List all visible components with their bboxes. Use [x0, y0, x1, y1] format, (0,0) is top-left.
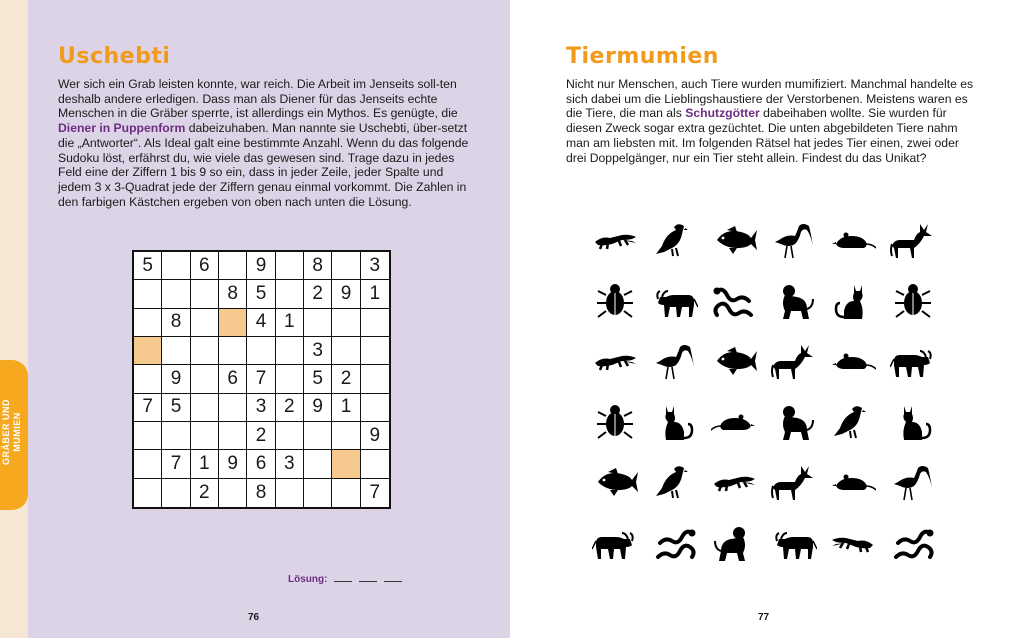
snake-icon[interactable] [652, 521, 698, 563]
book-edge [0, 0, 28, 638]
sudoku-cell[interactable] [276, 252, 304, 280]
sudoku-cell[interactable] [332, 450, 360, 478]
baboon-icon[interactable] [771, 279, 817, 321]
sudoku-cell[interactable] [276, 337, 304, 365]
sudoku-cell: 9 [361, 422, 389, 450]
sudoku-cell[interactable] [191, 365, 219, 393]
jackal-icon[interactable] [890, 218, 936, 260]
sudoku-cell: 7 [162, 450, 190, 478]
shrew-icon[interactable] [830, 460, 876, 502]
sudoku-cell[interactable] [134, 365, 162, 393]
sudoku-cell: 1 [191, 450, 219, 478]
sudoku-cell: 1 [361, 280, 389, 308]
left-intro-highlight: Diener in Puppenform [58, 121, 186, 136]
shrew-icon[interactable] [711, 400, 757, 442]
sudoku-grid [132, 250, 391, 509]
sudoku-cell: 2 [304, 280, 332, 308]
sudoku-cell[interactable] [219, 309, 247, 337]
sudoku-cell: 8 [304, 252, 332, 280]
sudoku-cell[interactable] [191, 394, 219, 422]
sudoku-cell[interactable] [219, 422, 247, 450]
sudoku-cell: 3 [304, 337, 332, 365]
falcon-icon[interactable] [830, 400, 876, 442]
page-number-left: 76 [248, 612, 260, 623]
sudoku-cell[interactable] [134, 280, 162, 308]
sudoku-cell[interactable] [162, 252, 190, 280]
solution-blank-2[interactable] [359, 580, 377, 582]
sudoku-cell[interactable] [276, 422, 304, 450]
sudoku-cell[interactable] [332, 309, 360, 337]
sudoku-cell: 6 [191, 252, 219, 280]
sudoku-cell: 8 [219, 280, 247, 308]
left-intro-part-2: dabeizuhaben. Man nannte sie Uschebti, über-setzt die „Antworter“. Als Ideal galt eine bestimmte Anzahl. Wenn du das folgende Sudoku löst, erfährst du, wie viele das gewesen sind. Trage dazu in jedes Feld eine der Ziffern 1 bis 9 so ein, dass in jeder Zeile, jeder Spalte und jedem 3 x 3-Quadrat jede der Ziffern genau einmal vorkommt. Die Zahlen in den farbigen Kästchen ergeben von oben nach unten die Lösung. [58, 121, 469, 209]
baboon-icon[interactable] [771, 400, 817, 442]
bull-icon[interactable] [771, 521, 817, 563]
sudoku-cell[interactable] [276, 365, 304, 393]
left-page-title: Uschebti [58, 44, 171, 69]
sudoku-cell: 6 [247, 450, 275, 478]
sudoku-cell: 7 [134, 394, 162, 422]
sudoku-cell: 9 [332, 280, 360, 308]
sudoku-cell[interactable] [162, 422, 190, 450]
solution-label: Lösung: [288, 574, 328, 585]
jackal-icon[interactable] [771, 339, 817, 381]
sudoku-cell[interactable] [219, 337, 247, 365]
sudoku-cell[interactable] [332, 479, 360, 507]
solution-blank-3[interactable] [384, 580, 402, 582]
sudoku-cell[interactable] [247, 337, 275, 365]
sudoku-cell: 9 [219, 450, 247, 478]
sudoku-cell[interactable] [191, 280, 219, 308]
ibis-icon[interactable] [771, 218, 817, 260]
sudoku-cell[interactable] [219, 394, 247, 422]
solution-blank-1[interactable] [334, 580, 352, 582]
sudoku-cell[interactable] [134, 422, 162, 450]
left-intro-part-1: Wer sich ein Grab leisten konnte, war reich. Die Arbeit im Jenseits soll-ten deshalb andere erledigen. Dass man als Diener für das Jenseits echte Menschen in die Gräber sperrte, ist allerdings ein Mythos. Es genügte, die [58, 77, 458, 121]
sudoku-cell: 2 [332, 365, 360, 393]
sudoku-cell[interactable] [276, 479, 304, 507]
sudoku-cell[interactable] [304, 309, 332, 337]
crocodile-icon[interactable] [711, 460, 757, 502]
sudoku-cell: 5 [162, 394, 190, 422]
sudoku-cell[interactable] [361, 394, 389, 422]
sudoku-cell: 3 [276, 450, 304, 478]
sudoku-cell: 1 [332, 394, 360, 422]
ibis-icon[interactable] [652, 339, 698, 381]
right-intro-part-2: dabeihaben wollte. Sie wurden für diesen Zweck sogar extra gezüchtet. Die unten abgebildeten Tiere nahm man am liebsten mit. Im folgenden Rätsel hat jedes Tier einen, zwei oder drei Doppelgänger, nur ein Tier steht allein. Findest du das Unikat? [566, 106, 959, 165]
cat-icon[interactable] [890, 400, 936, 442]
sudoku-cell: 8 [247, 479, 275, 507]
page-number-right: 77 [758, 612, 770, 623]
sudoku-cell: 6 [219, 365, 247, 393]
bull-icon[interactable] [890, 339, 936, 381]
sudoku-cell: 2 [191, 479, 219, 507]
fish-icon[interactable] [711, 339, 757, 381]
chapter-tab-line-1: GRÄBER UND [1, 399, 11, 466]
sudoku-cell[interactable] [191, 422, 219, 450]
scarab-icon[interactable] [592, 279, 638, 321]
sudoku-cell[interactable] [361, 450, 389, 478]
sudoku-cell: 9 [162, 365, 190, 393]
sudoku-cell: 5 [247, 280, 275, 308]
snake-icon[interactable] [711, 279, 757, 321]
bull-icon[interactable] [592, 521, 638, 563]
sudoku-cell[interactable] [134, 450, 162, 478]
sudoku-cell: 1 [276, 309, 304, 337]
solution-row [288, 574, 402, 585]
shrew-icon[interactable] [830, 218, 876, 260]
crocodile-icon[interactable] [830, 521, 876, 563]
crocodile-icon[interactable] [592, 218, 638, 260]
right-page-title: Tiermumien [566, 44, 719, 69]
baboon-icon[interactable] [711, 521, 757, 563]
falcon-icon[interactable] [652, 460, 698, 502]
sudoku-cell[interactable] [134, 337, 162, 365]
sudoku-cell[interactable] [304, 422, 332, 450]
sudoku-cell[interactable] [332, 422, 360, 450]
fish-icon[interactable] [592, 460, 638, 502]
sudoku-cell[interactable] [304, 479, 332, 507]
sudoku-cell: 3 [247, 394, 275, 422]
sudoku-cell[interactable] [134, 309, 162, 337]
right-intro-part-1: Nicht nur Menschen, auch Tiere wurden mumifiziert. Manchmal handelte es sich dabei um die Lieblingshaustiere der Verstorbenen. Meistens waren es die Tiere, die man als [566, 77, 974, 121]
sudoku-cell: 7 [247, 365, 275, 393]
sudoku-cell: 8 [162, 309, 190, 337]
sudoku-cell[interactable] [361, 365, 389, 393]
sudoku-cell[interactable] [162, 479, 190, 507]
cat-icon[interactable] [830, 279, 876, 321]
sudoku-cell[interactable] [276, 280, 304, 308]
left-intro-text [58, 77, 478, 209]
right-intro-text [566, 77, 976, 165]
sudoku-cell: 5 [134, 252, 162, 280]
cat-icon[interactable] [652, 400, 698, 442]
sudoku-cell[interactable] [304, 450, 332, 478]
sudoku-cell: 9 [247, 252, 275, 280]
sudoku-cell: 5 [304, 365, 332, 393]
fish-icon[interactable] [711, 218, 757, 260]
sudoku-cell: 2 [247, 422, 275, 450]
ibis-icon[interactable] [890, 460, 936, 502]
sudoku-cell: 4 [247, 309, 275, 337]
snake-icon[interactable] [890, 521, 936, 563]
chapter-tab-label [1, 397, 29, 467]
sudoku-cell: 3 [361, 252, 389, 280]
sudoku-cell[interactable] [191, 337, 219, 365]
sudoku-cell: 7 [361, 479, 389, 507]
scarab-icon[interactable] [592, 400, 638, 442]
sudoku-cell[interactable] [191, 309, 219, 337]
scarab-icon[interactable] [890, 279, 936, 321]
sudoku-cell[interactable] [332, 337, 360, 365]
chapter-tab-line-2: MUMIEN [12, 412, 22, 452]
crocodile-icon[interactable] [592, 339, 638, 381]
sudoku-cell[interactable] [332, 252, 360, 280]
sudoku-cell[interactable] [162, 337, 190, 365]
sudoku-cell[interactable] [219, 479, 247, 507]
sudoku-cell[interactable] [361, 337, 389, 365]
right-intro-highlight: Schutzgötter [685, 106, 760, 121]
sudoku-cell[interactable] [162, 280, 190, 308]
sudoku-cell[interactable] [219, 252, 247, 280]
sudoku-cell: 2 [276, 394, 304, 422]
sudoku-cell: 9 [304, 394, 332, 422]
bull-icon[interactable] [652, 279, 698, 321]
jackal-icon[interactable] [771, 460, 817, 502]
sudoku-cell[interactable] [134, 479, 162, 507]
sudoku-cell[interactable] [361, 309, 389, 337]
falcon-icon[interactable] [652, 218, 698, 260]
shrew-icon[interactable] [830, 339, 876, 381]
